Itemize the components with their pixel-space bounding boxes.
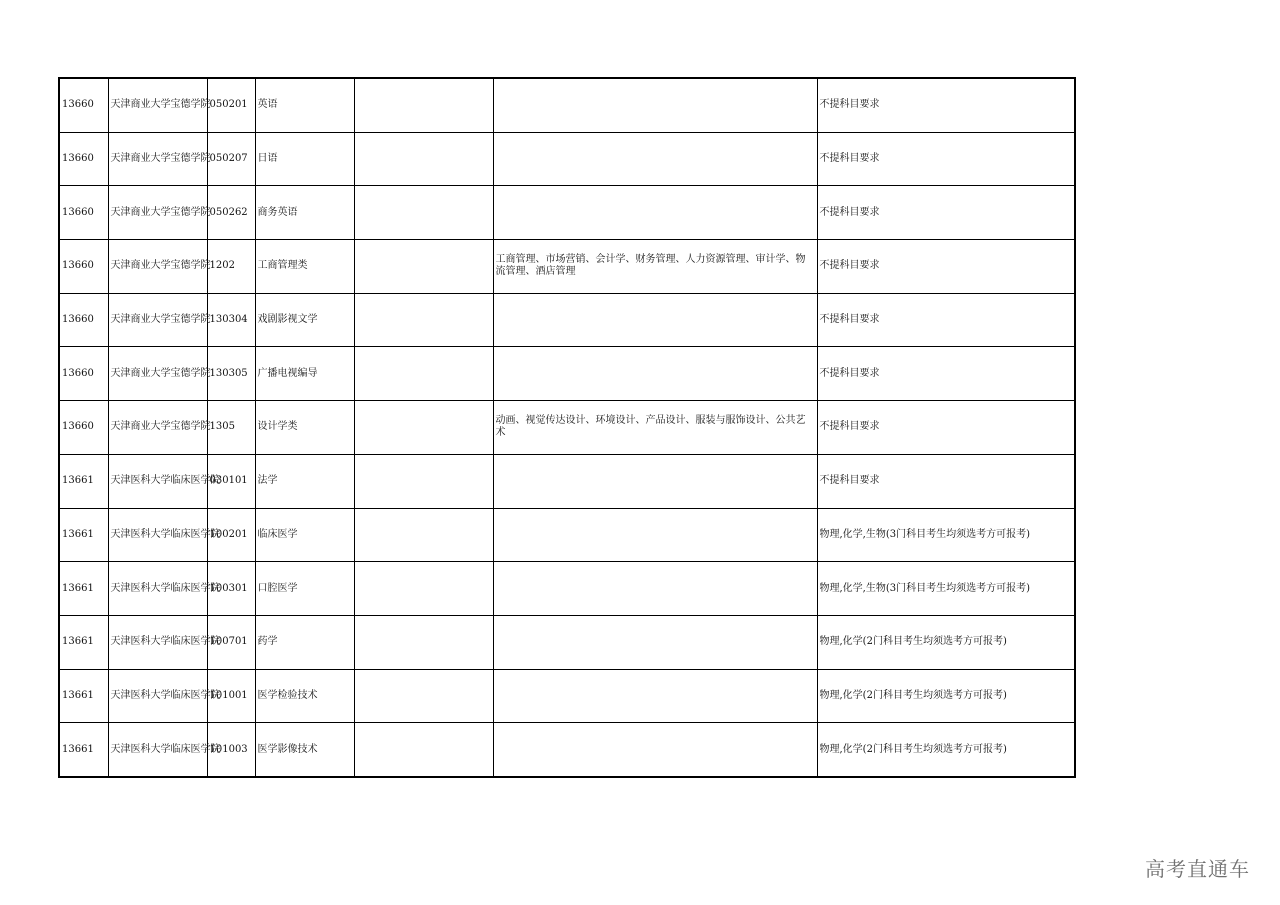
subject-requirement-table <box>58 77 1076 778</box>
subject-requirement-cell: 不提科目要求 <box>817 78 1075 132</box>
subject-requirement-cell: 物理,化学(2门科目考生均须选考方可报考) <box>817 723 1075 777</box>
major-code-cell: 100201 <box>207 508 255 562</box>
major-name-cell: 商务英语 <box>255 186 354 240</box>
school-name-cell: 天津医科大学临床医学院 <box>108 723 207 777</box>
empty-cell <box>354 78 493 132</box>
major-name-cell: 广播电视编导 <box>255 347 354 401</box>
school-name-cell: 天津医科大学临床医学院 <box>108 454 207 508</box>
school-name-cell: 天津商业大学宝德学院 <box>108 78 207 132</box>
school-name-cell: 天津商业大学宝德学院 <box>108 401 207 455</box>
table-row <box>59 723 1075 777</box>
major-code-cell: 1202 <box>207 240 255 294</box>
included-majors-cell <box>493 562 817 616</box>
major-code-cell: 050207 <box>207 132 255 186</box>
empty-cell <box>354 723 493 777</box>
school-code-cell: 13661 <box>59 669 108 723</box>
included-majors-cell <box>493 615 817 669</box>
major-code-cell: 030101 <box>207 454 255 508</box>
school-code-cell: 13660 <box>59 347 108 401</box>
major-name-cell: 工商管理类 <box>255 240 354 294</box>
school-code-cell: 13660 <box>59 293 108 347</box>
included-majors-cell <box>493 186 817 240</box>
empty-cell <box>354 562 493 616</box>
school-code-cell: 13660 <box>59 240 108 294</box>
major-code-cell: 050262 <box>207 186 255 240</box>
school-code-cell: 13661 <box>59 508 108 562</box>
subject-requirement-cell: 不提科目要求 <box>817 132 1075 186</box>
school-name-cell: 天津医科大学临床医学院 <box>108 562 207 616</box>
watermark-text: 高考直通车 <box>1145 857 1250 881</box>
empty-cell <box>354 401 493 455</box>
empty-cell <box>354 186 493 240</box>
included-majors-cell: 动画、视觉传达设计、环境设计、产品设计、服装与服饰设计、公共艺术 <box>493 401 817 455</box>
empty-cell <box>354 347 493 401</box>
subject-requirement-cell: 物理,化学(2门科目考生均须选考方可报考) <box>817 615 1075 669</box>
table-row <box>59 347 1075 401</box>
major-name-cell: 口腔医学 <box>255 562 354 616</box>
subject-requirement-cell: 物理,化学(2门科目考生均须选考方可报考) <box>817 669 1075 723</box>
included-majors-cell <box>493 78 817 132</box>
major-code-cell: 101001 <box>207 669 255 723</box>
table-body <box>59 78 1075 777</box>
major-name-cell: 医学影像技术 <box>255 723 354 777</box>
major-name-cell: 设计学类 <box>255 401 354 455</box>
major-name-cell: 临床医学 <box>255 508 354 562</box>
subject-requirement-cell: 不提科目要求 <box>817 454 1075 508</box>
school-name-cell: 天津商业大学宝德学院 <box>108 240 207 294</box>
major-code-cell: 100701 <box>207 615 255 669</box>
empty-cell <box>354 669 493 723</box>
empty-cell <box>354 454 493 508</box>
included-majors-cell: 工商管理、市场营销、会计学、财务管理、人力资源管理、审计学、物流管理、酒店管理 <box>493 240 817 294</box>
empty-cell <box>354 293 493 347</box>
table-row <box>59 669 1075 723</box>
empty-cell <box>354 508 493 562</box>
table-row <box>59 401 1075 455</box>
school-name-cell: 天津商业大学宝德学院 <box>108 186 207 240</box>
included-majors-cell <box>493 669 817 723</box>
school-name-cell: 天津商业大学宝德学院 <box>108 132 207 186</box>
table-row <box>59 293 1075 347</box>
table-row <box>59 454 1075 508</box>
major-name-cell: 医学检验技术 <box>255 669 354 723</box>
school-name-cell: 天津医科大学临床医学院 <box>108 669 207 723</box>
included-majors-cell <box>493 293 817 347</box>
table-row <box>59 132 1075 186</box>
major-code-cell: 130304 <box>207 293 255 347</box>
subject-requirement-cell: 物理,化学,生物(3门科目考生均须选考方可报考) <box>817 508 1075 562</box>
empty-cell <box>354 132 493 186</box>
table-row <box>59 240 1075 294</box>
school-code-cell: 13660 <box>59 132 108 186</box>
included-majors-cell <box>493 508 817 562</box>
major-name-cell: 药学 <box>255 615 354 669</box>
table-row <box>59 186 1075 240</box>
table-row <box>59 615 1075 669</box>
major-code-cell: 101003 <box>207 723 255 777</box>
major-code-cell: 130305 <box>207 347 255 401</box>
included-majors-cell <box>493 454 817 508</box>
major-name-cell: 日语 <box>255 132 354 186</box>
empty-cell <box>354 240 493 294</box>
school-code-cell: 13661 <box>59 615 108 669</box>
table-row <box>59 562 1075 616</box>
school-code-cell: 13661 <box>59 454 108 508</box>
school-name-cell: 天津医科大学临床医学院 <box>108 615 207 669</box>
subject-requirement-cell: 不提科目要求 <box>817 186 1075 240</box>
subject-requirement-cell: 不提科目要求 <box>817 240 1075 294</box>
major-name-cell: 法学 <box>255 454 354 508</box>
major-code-cell: 1305 <box>207 401 255 455</box>
school-code-cell: 13660 <box>59 186 108 240</box>
school-code-cell: 13661 <box>59 723 108 777</box>
major-code-cell: 050201 <box>207 78 255 132</box>
included-majors-cell <box>493 347 817 401</box>
major-code-cell: 100301 <box>207 562 255 616</box>
major-name-cell: 英语 <box>255 78 354 132</box>
school-name-cell: 天津医科大学临床医学院 <box>108 508 207 562</box>
table-row <box>59 78 1075 132</box>
subject-requirement-cell: 不提科目要求 <box>817 401 1075 455</box>
school-code-cell: 13660 <box>59 401 108 455</box>
school-name-cell: 天津商业大学宝德学院 <box>108 347 207 401</box>
subject-requirement-cell: 不提科目要求 <box>817 293 1075 347</box>
empty-cell <box>354 615 493 669</box>
subject-requirement-cell: 不提科目要求 <box>817 347 1075 401</box>
included-majors-cell <box>493 132 817 186</box>
school-name-cell: 天津商业大学宝德学院 <box>108 293 207 347</box>
table-row <box>59 508 1075 562</box>
included-majors-cell <box>493 723 817 777</box>
subject-requirement-cell: 物理,化学,生物(3门科目考生均须选考方可报考) <box>817 562 1075 616</box>
major-name-cell: 戏剧影视文学 <box>255 293 354 347</box>
school-code-cell: 13661 <box>59 562 108 616</box>
school-code-cell: 13660 <box>59 78 108 132</box>
